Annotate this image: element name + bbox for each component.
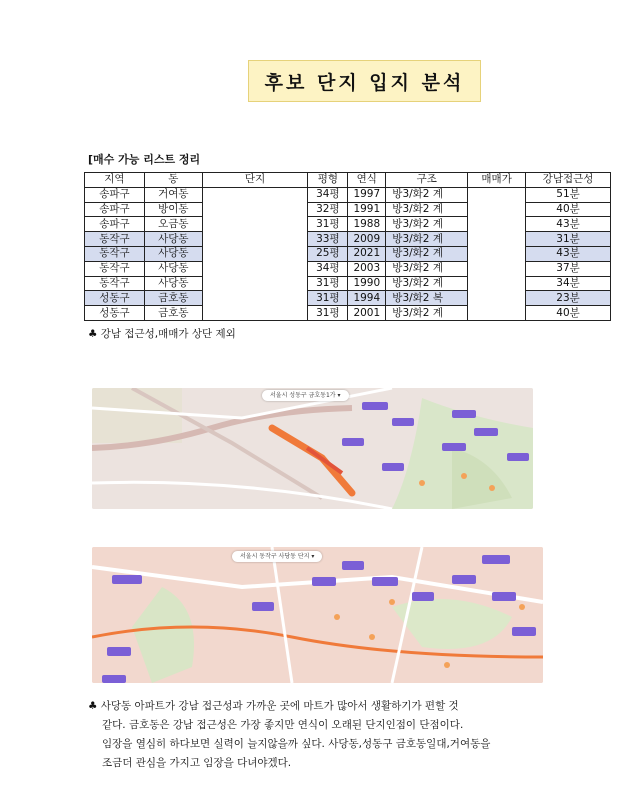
table-cell-region: 송파구 — [85, 202, 145, 217]
table-cell-access: 31분 — [526, 232, 611, 247]
table-cell-year: 1988 — [348, 217, 386, 232]
complex-name-cell — [202, 276, 308, 291]
table-cell-region: 성동구 — [85, 291, 145, 306]
table-header-cell: 연식 — [348, 173, 386, 188]
table-cell-access: 51분 — [526, 187, 611, 202]
table-cell-dong: 금호동 — [144, 306, 202, 321]
table-header-cell: 동 — [144, 173, 202, 188]
table-cell-region: 송파구 — [85, 187, 145, 202]
price-cell — [468, 291, 526, 306]
table-cell-size: 32평 — [308, 202, 348, 217]
table-cell-year: 1994 — [348, 291, 386, 306]
note-exclusion: ♣ 강남 접근성,매매가 상단 제외 — [88, 328, 236, 340]
table-cell-dong: 금호동 — [144, 291, 202, 306]
table-cell-region: 동작구 — [85, 232, 145, 247]
table-cell-dong: 사당동 — [144, 232, 202, 247]
summary-line-1: ♣ 사당동 아파트가 강남 접근성과 가까운 곳에 마트가 많아서 생활하기가 편할 것 — [88, 700, 459, 712]
price-cell — [468, 306, 526, 321]
table-cell-year: 2003 — [348, 261, 386, 276]
table-cell-structure: 방3/화2 계 — [386, 232, 468, 247]
map-geumho[interactable] — [92, 388, 533, 509]
table-cell-year: 1997 — [348, 187, 386, 202]
complex-name-cell — [202, 202, 308, 217]
table-cell-region: 송파구 — [85, 217, 145, 232]
summary-paragraph — [88, 697, 588, 773]
price-cell — [468, 246, 526, 261]
table-cell-access: 23분 — [526, 291, 611, 306]
section-label: [매수 가능 리스트 정리 — [88, 153, 201, 166]
table-cell-size: 34평 — [308, 261, 348, 276]
table-row — [85, 291, 611, 306]
table-cell-size: 31평 — [308, 217, 348, 232]
table-cell-dong: 사당동 — [144, 276, 202, 291]
map-geumho-location-bar[interactable]: 서울시 성동구 금호동1가 ▾ — [262, 390, 349, 401]
table-header-row — [85, 173, 611, 188]
complex-name-cell — [202, 306, 308, 321]
price-cell — [468, 217, 526, 232]
table-row — [85, 246, 611, 261]
table-cell-size: 34평 — [308, 187, 348, 202]
table-cell-year: 2009 — [348, 232, 386, 247]
table-cell-structure: 방3/화2 계 — [386, 306, 468, 321]
table-cell-access: 34분 — [526, 276, 611, 291]
table-header-cell: 평형 — [308, 173, 348, 188]
table-cell-structure: 방3/화2 계 — [386, 261, 468, 276]
table-row — [85, 306, 611, 321]
price-cell — [468, 276, 526, 291]
table-cell-dong: 거여동 — [144, 187, 202, 202]
summary-line-2: 같다. 금호동은 강남 접근성은 가장 좋지만 연식이 오래된 단지인점이 단점이다. — [102, 719, 464, 731]
table-row — [85, 276, 611, 291]
table-cell-access: 40분 — [526, 306, 611, 321]
table-cell-structure: 방3/화2 복 — [386, 291, 468, 306]
map-sadang-location-bar[interactable]: 서울시 동작구 사당동 단지 ▾ — [232, 551, 322, 562]
table-cell-region: 동작구 — [85, 276, 145, 291]
table-cell-region: 동작구 — [85, 261, 145, 276]
table-cell-access: 37분 — [526, 261, 611, 276]
price-cell — [468, 232, 526, 247]
table-cell-size: 31평 — [308, 276, 348, 291]
table-cell-size: 33평 — [308, 232, 348, 247]
page-title: 후보 단지 입지 분석 — [248, 60, 481, 102]
table-cell-year: 1991 — [348, 202, 386, 217]
table-cell-access: 43분 — [526, 217, 611, 232]
price-cell — [468, 187, 526, 202]
table-row — [85, 232, 611, 247]
map-sadang-graphic — [92, 547, 543, 683]
complex-name-cell — [202, 232, 308, 247]
table-header-cell: 지역 — [85, 173, 145, 188]
summary-line-4: 조금더 관심을 가지고 임장을 다녀야겠다. — [102, 757, 292, 769]
table-cell-year: 1990 — [348, 276, 386, 291]
table-row — [85, 202, 611, 217]
table-cell-structure: 방3/화2 계 — [386, 246, 468, 261]
table-cell-region: 동작구 — [85, 246, 145, 261]
table-cell-year: 2001 — [348, 306, 386, 321]
price-cell — [468, 261, 526, 276]
table-cell-size: 25평 — [308, 246, 348, 261]
table-header-cell: 매매가 — [468, 173, 526, 188]
table-header-cell: 구조 — [386, 173, 468, 188]
table-cell-structure: 방3/화2 계 — [386, 202, 468, 217]
table-row — [85, 217, 611, 232]
table-row — [85, 187, 611, 202]
map-sadang[interactable] — [92, 547, 543, 683]
map-geumho-graphic — [92, 388, 533, 509]
table-cell-structure: 방3/화2 계 — [386, 187, 468, 202]
table-header-cell: 강남접근성 — [526, 173, 611, 188]
price-cell — [468, 202, 526, 217]
table-cell-dong: 오금동 — [144, 217, 202, 232]
complex-name-cell — [202, 217, 308, 232]
table-cell-access: 43분 — [526, 246, 611, 261]
candidate-table — [84, 172, 611, 321]
table-cell-access: 40분 — [526, 202, 611, 217]
table-cell-structure: 방3/화2 계 — [386, 217, 468, 232]
summary-line-3: 임장을 열심히 하다보면 실력이 늘지않을까 싶다. 사당동,성동구 금호동일대,거여동을 — [102, 738, 491, 750]
complex-name-cell — [202, 246, 308, 261]
table-row — [85, 261, 611, 276]
table-cell-dong: 사당동 — [144, 246, 202, 261]
complex-name-cell — [202, 291, 308, 306]
complex-name-cell — [202, 261, 308, 276]
table-cell-dong: 사당동 — [144, 261, 202, 276]
table-cell-year: 2021 — [348, 246, 386, 261]
table-cell-size: 31평 — [308, 306, 348, 321]
table-header-cell: 단지 — [202, 173, 308, 188]
table-cell-region: 성동구 — [85, 306, 145, 321]
table-cell-structure: 방3/화2 계 — [386, 276, 468, 291]
table-cell-dong: 방이동 — [144, 202, 202, 217]
complex-name-cell — [202, 187, 308, 202]
table-cell-size: 31평 — [308, 291, 348, 306]
